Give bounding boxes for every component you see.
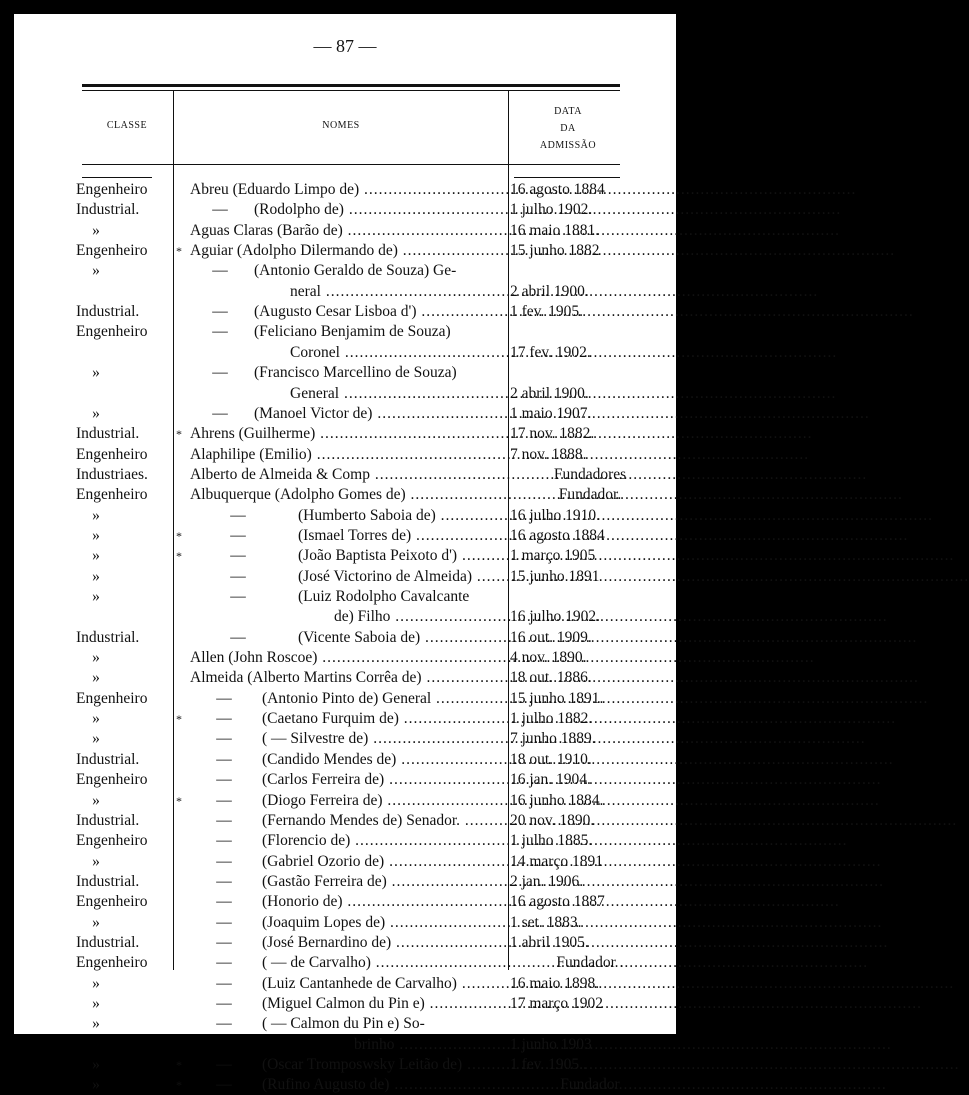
name-cell: Abreu (Eduardo Limpo de) ..... [190,180,504,200]
classe-cell: » [92,995,100,1012]
header-classe: CLASSE [106,120,148,131]
name-cell: (José Bernardino de) ..... [262,933,504,953]
admission-date-cell: 15 junho 1891. [510,689,604,707]
ditto-dash: — [216,730,232,748]
admission-date-cell: 1 set. 1883. [510,913,582,931]
admission-date-cell: 16 julho 1902. [510,608,600,626]
admission-date-cell: Fundador . [556,954,624,972]
name-cell: (Gastão Ferreira de) ..... [262,872,504,892]
admission-date-cell: 17 fev. 1902. [510,343,591,361]
admission-date-cell: 16 agosto 1887 [510,893,605,911]
classe-cell: » [92,669,100,687]
asterisk-mark: * [176,793,182,808]
admission-date-cell: 1 julho 1882. [510,710,593,728]
classe-cell: » [92,262,100,280]
classe-cell: Engenheiro [76,445,148,463]
ditto-dash: — [230,567,246,585]
asterisk-mark: * [176,712,182,727]
name-cell: Alaphilipe (Emilio) ..... [190,445,504,465]
table-row [14,953,676,973]
table-row [14,709,676,729]
name-cell: (Vicente Saboia de) ..... [298,628,504,648]
table-row [14,872,676,892]
name-cell: Albuquerque (Adolpho Gomes de) ..... [190,485,504,505]
name-cell: (Fernando Mendes de) Senador. ..... [262,811,504,831]
admission-date-cell: 1 julho 1902. [510,201,593,219]
table-row [14,729,676,749]
classe-cell: Engenheiro [76,771,148,789]
admission-date-cell: 20 nov. 1890. [510,811,595,829]
ditto-dash: — [212,364,228,382]
admission-date-cell: 18 out. 1910. [510,750,592,768]
classe-cell: Engenheiro [76,689,148,707]
name-cell: (João Baptista Peixoto d') ..... [298,546,504,566]
table-row [14,974,676,994]
classe-cell: » [92,913,100,931]
table-row [14,831,676,851]
admission-date-cell: 1 fev. 1905.. [510,1056,587,1074]
name-cell: (Caetano Furquim de) ..... [262,709,504,729]
admission-date-cell: 4 nov. 1890. [510,649,587,667]
ditto-dash: — [230,628,246,646]
admission-date-cell: 16 agosto 1884 [510,181,605,198]
admission-date-cell: Fundador [560,1076,620,1094]
ditto-dash: — [216,995,232,1012]
name-cell: (Diogo Ferreira de) ..... [262,791,504,811]
admission-date-cell: 17 março 1902 [510,995,603,1012]
classe-cell: Engenheiro [76,486,148,504]
table-row [14,607,676,627]
ditto-dash: — [216,1015,232,1033]
admission-date-cell: 1 abril 1905. [510,933,589,951]
name-cell: (Candido Mendes de) ..... [262,750,504,770]
admission-date-cell: 7 nov. 1888. [510,445,587,463]
ditto-dash: — [216,771,232,789]
name-cell: (Feliciano Benjamim de Souza) [254,323,451,341]
classe-cell: Engenheiro [76,832,148,850]
classe-cell: » [92,852,100,870]
classe-cell: » [92,1076,100,1094]
classe-cell: Engenheiro [76,954,148,972]
classe-cell: » [92,221,100,239]
name-cell: neral ..... [290,282,504,302]
name-cell: (Luiz Rodolpho Cavalcante [298,588,470,605]
name-cell: (Manoel Victor de) ..... [254,404,504,424]
table-row [14,892,676,912]
ditto-dash: — [212,201,228,219]
table-row [14,424,676,444]
classe-cell: Industrial. [76,303,140,321]
name-cell: Aguas Claras (Barão de) ..... [190,221,504,241]
admission-date-cell: 16 junho 1884. [510,791,604,809]
table-row [14,994,676,1014]
ditto-dash: — [230,588,246,605]
classe-cell: Engenheiro [76,181,148,198]
table-row [14,445,676,465]
ditto-dash: — [216,1056,232,1074]
admission-date-cell: 2 abril 1900. [510,384,589,402]
ditto-dash: — [230,506,246,524]
admission-date-cell: 16 maio 1898. [510,974,600,992]
table-row [14,852,676,872]
name-cell: ( — de Carvalho) ..... [262,953,504,973]
name-cell: Allen (John Roscoe) ..... [190,648,504,668]
admission-date-cell: 17 nov. 1882. [510,425,595,443]
table-row [14,384,676,404]
name-cell: (Joaquim Lopes de) ..... [262,913,504,933]
name-cell: (Florencio de) ..... [262,831,504,851]
classe-cell: Industrial. [76,750,140,768]
ditto-dash: — [216,913,232,931]
name-cell: (Carlos Ferreira de) ..... [262,770,504,790]
ditto-dash: — [216,974,232,992]
asterisk-mark: * [176,244,182,259]
table-row [14,241,676,261]
name-cell: ( — Silvestre de) ..... [262,729,504,749]
classe-cell: » [92,526,100,544]
classe-underline [82,177,152,178]
admission-date-cell: Fundador. [558,486,622,504]
ditto-dash: — [216,791,232,809]
header-data-line2: DA [560,123,576,134]
table-row [14,485,676,505]
name-cell: (Miguel Calmon du Pin e) ..... [262,994,504,1014]
header-data-line1: DATA [554,106,582,117]
classe-cell: » [92,974,100,992]
admission-date-cell: 16 maio 1881. [510,221,600,239]
admission-date-cell: 1 março 1905 [510,547,596,565]
admission-date-cell: 1 julho 1885. [510,832,593,850]
table-row [14,200,676,220]
table-row [14,567,676,587]
name-cell: Alberto de Almeida & Comp ..... [190,465,504,485]
classe-cell: » [92,404,100,422]
ditto-dash: — [230,526,246,544]
ditto-dash: — [212,323,228,341]
name-cell: (Oscar Tromposwsky Leitão de) ..... [262,1055,504,1075]
classe-cell: » [92,588,100,605]
ditto-dash: — [212,262,228,280]
admission-date-cell: 18 out. 1886. [510,669,592,687]
classe-cell: Industrial. [76,872,140,890]
table-row [14,404,676,424]
classe-cell: Industrial. [76,425,140,443]
table-row [14,322,676,342]
table-row [14,648,676,668]
ditto-dash: — [216,710,232,728]
table-row [14,628,676,648]
name-cell: Almeida (Alberto Martins Corrêa de) ..... [190,668,504,688]
admission-date-cell: Fundadores [553,465,627,483]
name-cell: (Augusto Cesar Lisboa d') ..... [254,302,504,322]
ditto-dash: — [216,832,232,850]
ditto-dash: — [216,872,232,890]
asterisk-mark: * [176,549,182,564]
classe-cell: Engenheiro [76,893,148,911]
classe-cell: » [92,1056,100,1074]
table-row [14,770,676,790]
ditto-dash: — [212,404,228,422]
classe-cell: » [92,730,100,748]
classe-cell: Industrial. [76,933,140,951]
table-row [14,791,676,811]
ditto-dash: — [216,689,232,707]
classe-cell: » [92,567,100,585]
admission-date-cell: 1 maio 1907. [510,404,592,422]
table-row [14,1014,676,1034]
name-cell: brinho ..... [354,1035,504,1055]
page-number: — 87 — [313,36,377,56]
ditto-dash: — [216,1076,232,1094]
classe-cell: » [92,506,100,524]
ditto-dash: — [216,811,232,829]
classe-cell: » [92,710,100,728]
name-cell: de) Filho ..... [334,607,504,627]
table-row [14,750,676,770]
table-row [14,465,676,485]
table-row [14,261,676,281]
asterisk-mark: * [176,1078,182,1093]
classe-cell: Industrial. [76,628,140,646]
ditto-dash: — [230,547,246,565]
classe-cell: » [92,1015,100,1033]
name-cell: (Antonio Pinto de) General ..... [262,689,504,709]
top-rule [82,84,620,87]
classe-cell: Industriaes. [76,465,148,483]
name-cell: General ..... [290,384,504,404]
classe-cell: Industrial. [76,811,140,829]
asterisk-mark: * [176,528,182,543]
admission-date-cell: 1 junho 1903 [510,1035,592,1053]
header-rule [82,164,620,165]
classe-cell: » [92,547,100,565]
table-row [14,546,676,566]
document-page [14,14,676,1094]
admission-date-cell: 2 abril 1900. [510,282,589,300]
top-rule-thin [82,90,620,91]
admission-date-cell: 16 jan. 1904. [510,771,591,789]
ditto-dash: — [216,954,232,972]
name-cell: ( — Calmon du Pin e) So- [262,1015,425,1033]
table-row [14,363,676,383]
name-cell: (Luiz Cantanhede de Carvalho) ..... [262,974,504,994]
table-row [14,343,676,363]
name-cell: (Ismael Torres de) ..... [298,526,504,546]
table-row [14,913,676,933]
name-cell: Coronel ..... [290,343,504,363]
table-row [14,180,676,200]
table-row [14,811,676,831]
classe-cell: Industrial. [76,201,140,219]
name-cell: Aguiar (Adolpho Dilermando de) ..... [190,241,504,261]
table-row [14,587,676,607]
header-nomes: NOMES [322,120,360,131]
table-row [14,302,676,322]
ditto-dash: — [216,893,232,911]
admission-date-cell: 2 jan. 1906. [510,872,584,890]
admission-date-cell: 15 junho 1891 [510,567,600,585]
asterisk-mark: * [176,427,182,442]
table-row [14,221,676,241]
ditto-dash: — [212,303,228,321]
table-row [14,689,676,709]
classe-cell: » [92,649,100,667]
asterisk-mark: * [176,1058,182,1073]
name-cell: Ahrens (Guilherme) ..... [190,424,504,444]
table-row [14,1035,676,1055]
table-row [14,1055,676,1075]
admission-date-cell: 16 out. 1909. [510,628,592,646]
name-cell: (Antonio Geraldo de Souza) Ge- [254,262,457,280]
name-cell: (Francisco Marcellino de Souza) [254,364,457,382]
name-cell: (Rodolpho de) ..... [254,200,504,220]
ditto-dash: — [216,933,232,951]
table-row [14,933,676,953]
table-row [14,506,676,526]
admission-date-cell: 7 junho 1889. [510,730,596,748]
classe-cell: Engenheiro [76,242,148,260]
table-row [14,526,676,546]
table-row [14,282,676,302]
name-cell: (Gabriel Ozorio de) ..... [262,852,504,872]
table-row [14,1075,676,1095]
name-cell: (José Victorino de Almeida) ..... [298,567,504,587]
ditto-dash: — [216,750,232,768]
table-row [14,668,676,688]
name-cell: (Rufino Augusto de) ..... [262,1075,504,1095]
classe-cell: » [92,364,100,382]
admission-date-cell: 14 março 1891 [510,852,603,870]
admission-date-cell: 16 julho 1910. [510,506,600,524]
data-underline [514,177,620,178]
ditto-dash: — [216,852,232,870]
classe-cell: » [92,791,100,809]
header-data-line3: ADMISSÃO [539,140,597,151]
name-cell: (Humberto Saboia de) ..... [298,506,504,526]
admission-date-cell: 1 fev. 1905. [510,303,584,321]
name-cell: (Honorio de) ..... [262,892,504,912]
admission-date-cell: 16 agosto 1884 [510,526,605,544]
admission-date-cell: 15 junho 1882 [510,242,600,260]
classe-cell: Engenheiro [76,323,148,341]
